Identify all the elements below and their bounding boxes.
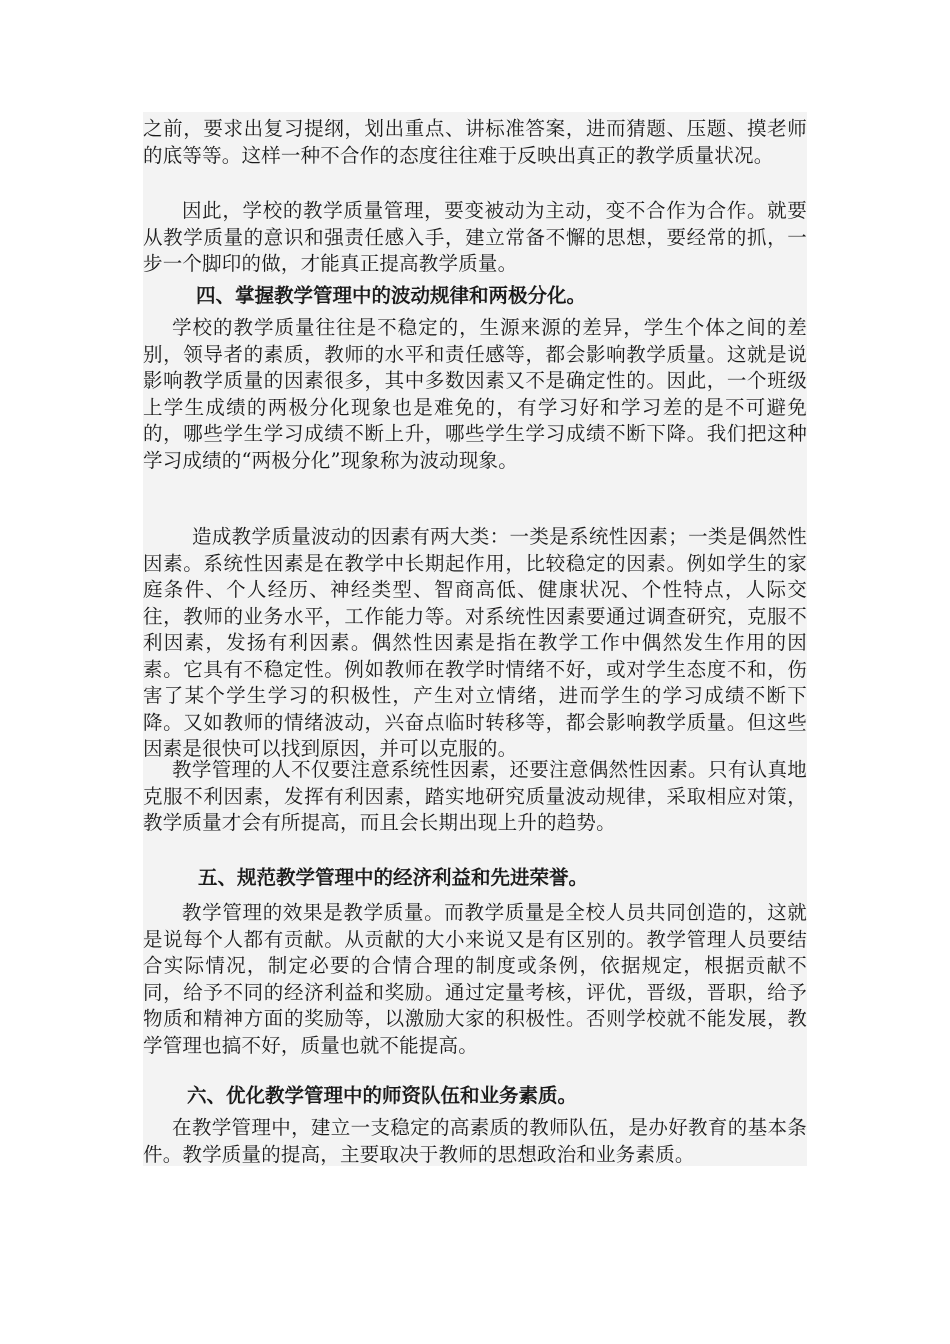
- section-heading-4: 四、掌握教学管理中的波动规律和两极分化。: [196, 284, 587, 307]
- section-heading-5: 五、规范教学管理中的经济利益和先进荣誉。: [198, 866, 589, 889]
- paragraph-economic-benefits: 教学管理的效果是教学质量。而教学质量是全校人员共同创造的，这就是说每个人都有贡献。从贡献的大小来说又是有区别的。教学管理人员要结合实际情况，制定必要的合情合理的制度或条例，依据规定，根据贡献不同，给予不同的经济利益和奖励。通过定量考核，评优，晋级，晋职，给予物质和精神方面的奖励等，以激励大家的积极性。否则学校就不能发展，教学管理也搞不好，质量也就不能提高。: [143, 901, 807, 1057]
- paragraph-teacher-team: 在教学管理中，建立一支稳定的高素质的教师队伍，是办好教育的基本条件。教学质量的提高，主要取决于教师的思想政治和业务素质。: [143, 1116, 807, 1166]
- paragraph-fluctuation-factors: 造成教学质量波动的因素有两大类：一类是系统性因素；一类是偶然性因素。系统性因素是在教学中长期起作用，比较稳定的因素。例如学生的家庭条件、个人经历、神经类型、智商高低、健康状况、个性特点，人际交往，教师的业务水平，工作能力等。对系统性因素要通过调查研究，克服不利因素，发扬有利因素。偶然性因素是指在教学工作中偶然发生作用的因素。它具有不稳定性。例如教师在教学时情绪不好，或对学生态度不和，伤害了某个学生学习的积极性，产生对立情绪，进而学生的学习成绩不断下降。又如教师的情绪波动，兴奋点临时转移等，都会影响教学质量。但这些因素是很快可以找到原因，并可以克服的。: [143, 525, 807, 760]
- document-page: [143, 112, 807, 1166]
- paragraph-continuation: 之前，要求出复习提纲，划出重点、讲标准答案，进而猜题、压题、摸老师的底等等。这样一种不合作的态度往往难于反映出真正的教学质量状况。: [143, 117, 807, 167]
- paragraph-quality-management: 因此，学校的教学质量管理，要变被动为主动，变不合作为合作。就要从教学质量的意识和强责任感入手，建立常备不懈的思想，要经常的抓，一步一个脚印的做，才能真正提高教学质量。: [143, 199, 807, 275]
- section-heading-6: 六、优化教学管理中的师资队伍和业务素质。: [187, 1084, 578, 1107]
- paragraph-fluctuation: 学校的教学质量往往是不稳定的，生源来源的差异，学生个体之间的差别，领导者的素质，教师的水平和责任感等，都会影响教学质量。这就是说影响教学质量的因素很多，其中多数因素又不是确定性的。因此，一个班级上学生成绩的两极分化现象也是难免的，有学习好和学习差的是不可避免的，哪些学生学习成绩不断上升，哪些学生学习成绩不断下降。我们把这种学习成绩的“两极分化”现象称为波动现象。: [143, 316, 807, 472]
- paragraph-management-attention: 教学管理的人不仅要注意系统性因素，还要注意偶然性因素。只有认真地克服不利因素，发挥有利因素，踏实地研究质量波动规律，采取相应对策，教学质量才会有所提高，而且会长期出现上升的趋势。: [143, 758, 807, 834]
